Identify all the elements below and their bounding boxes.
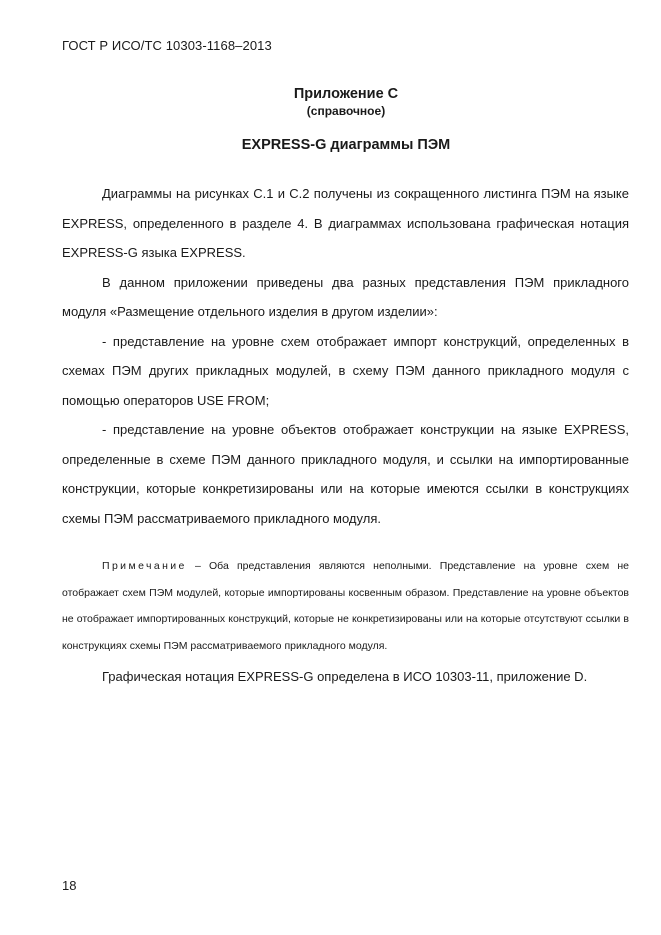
note-text: Оба представления являются неполными. Представление на уровне схем не отображает схем ПЭМ модулей, которые импортированы косвенным образом. Представление на уровне объектов не отображает импортированных конструкций, которые не конкретизированы или на которые отсутствуют ссылки в конструкциях схемы ПЭМ рассматриваемого прикладного модуля. <box>62 560 629 652</box>
paragraph-3: - представление на уровне схем отображает импорт конструкций, определенных в схемах ПЭМ других прикладных модулей, в схему ПЭМ данного прикладного модуля с помощью операторов USE FROM; <box>62 333 629 408</box>
body-text <box>62 179 629 533</box>
page-number: 18 <box>62 878 77 893</box>
note-label: Примечание <box>102 560 187 572</box>
annex-subtitle: (справочное) <box>306 104 386 118</box>
standard-header: ГОСТ Р ИСО/ТС 10303-1168–2013 <box>62 38 272 53</box>
paragraph-1: Диаграммы на рисунках С.1 и С.2 получены из сокращенного листинга ПЭМ на языке EXPRESS, определенного в разделе 4. В диаграммах использована графическая нотация EXPRESS-G языка EXPRESS. <box>62 186 629 260</box>
note-block <box>62 553 629 659</box>
paragraph-2: В данном приложении приведены два разных представления ПЭМ прикладного модуля «Размещение отдельного изделия в другом изделии»: <box>62 274 629 319</box>
final-paragraph: Графическая нотация EXPRESS-G определена в ИСО 10303-11, приложение D. <box>102 669 588 684</box>
paragraph-4: - представление на уровне объектов отображает конструкции на языке EXPRESS, определенные в схеме ПЭМ данного прикладного модуля, и ссылки на импортированные конструкции, которые конкретизированы или на которые имеются ссылки в конструкциях схемы ПЭМ рассматриваемого прикладного модуля. <box>62 422 629 526</box>
note-dash: – <box>186 560 210 572</box>
annex-title: Приложение С <box>293 86 399 102</box>
section-title: EXPRESS-G диаграммы ПЭМ <box>241 137 451 153</box>
